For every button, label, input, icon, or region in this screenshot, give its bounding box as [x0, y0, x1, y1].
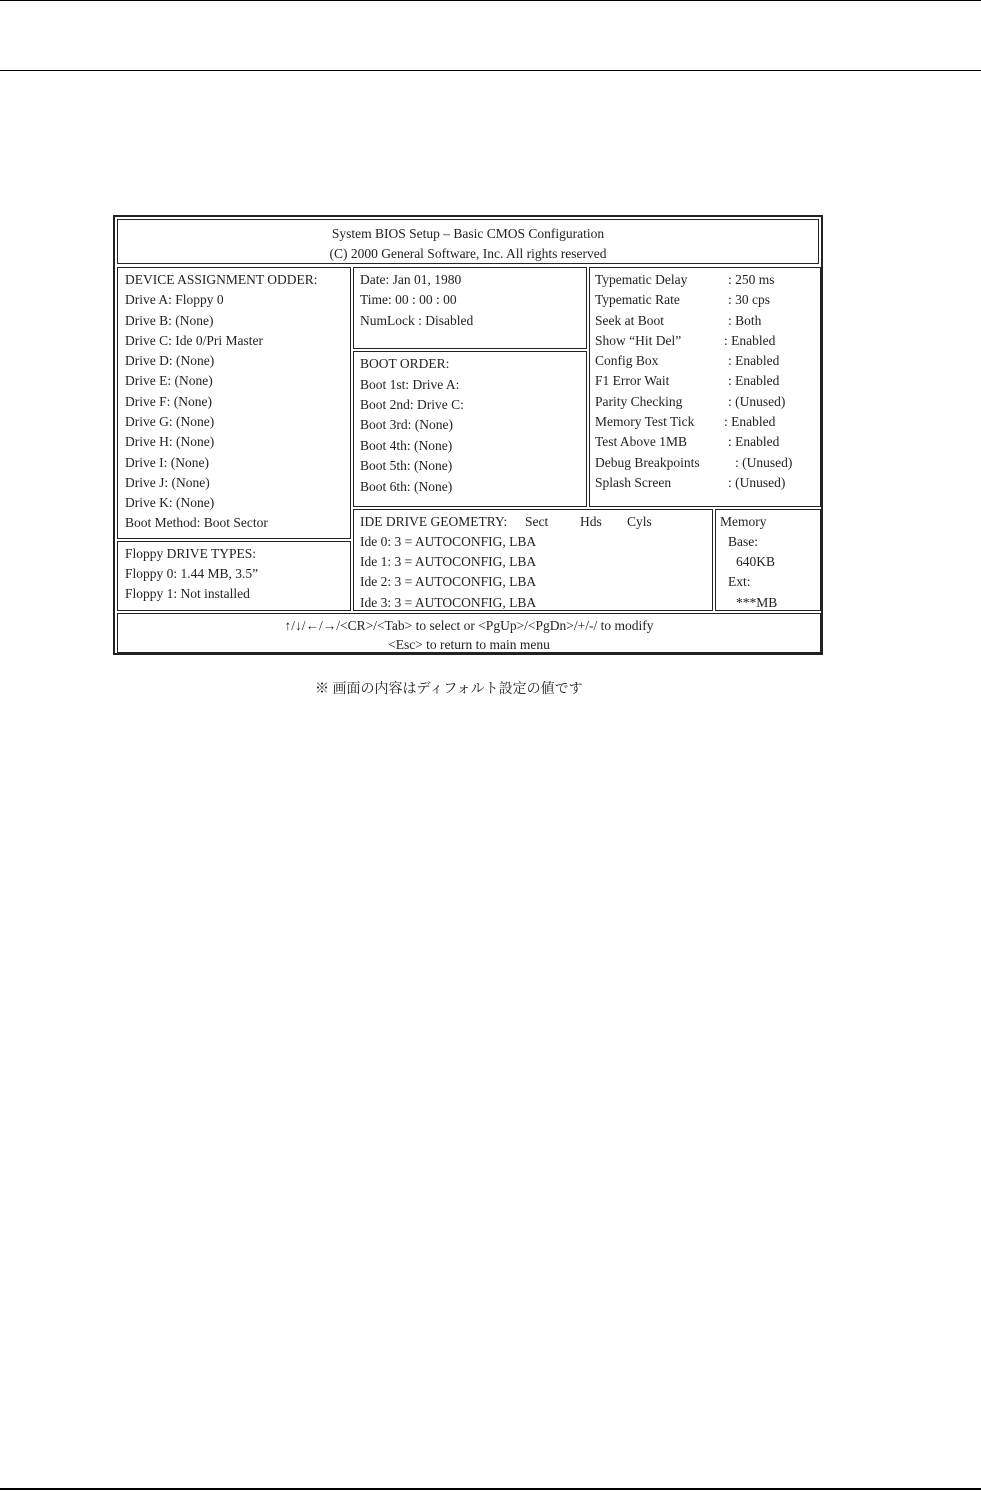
time-field[interactable]: Time: 00 : 00 : 00 — [360, 292, 457, 307]
drive-c[interactable]: Drive C: Ide 0/Pri Master — [125, 333, 263, 348]
ide-1[interactable]: Ide 1: 3 = AUTOCONFIG, LBA — [360, 554, 537, 569]
caption-note: ※ 画面の内容はディフォルト設定の値です — [315, 682, 583, 697]
datetime-panel — [353, 267, 587, 349]
ide-col-sect: Sect — [525, 514, 549, 529]
option-label: Parity Checking — [595, 394, 683, 409]
bios-setup-screen — [113, 215, 823, 655]
memory-ext-value: ***MB — [736, 595, 778, 610]
option-value[interactable]: : 30 cps — [728, 292, 770, 307]
option-label: F1 Error Wait — [595, 373, 670, 388]
boot-order-panel — [353, 351, 587, 507]
option-value[interactable]: : Enabled — [724, 333, 776, 348]
option-value[interactable]: : (Unused) — [728, 394, 786, 409]
drive-a[interactable]: Drive A: Floppy 0 — [125, 292, 224, 307]
help-line-2: <Esc> to return to main menu — [388, 637, 550, 652]
copyright: (C) 2000 General Software, Inc. All rights reserved — [329, 246, 607, 261]
drive-h[interactable]: Drive H: (None) — [125, 434, 215, 449]
memory-panel — [715, 509, 821, 611]
bios-title: System BIOS Setup – Basic CMOS Configuration — [331, 226, 605, 241]
drive-g[interactable]: Drive G: (None) — [125, 414, 215, 429]
help-line-1: ↑/↓/←/→/<CR>/<Tab> to select or <PgUp>/<PgDn>/+/-/ to modify — [284, 618, 654, 633]
option-value[interactable]: : (Unused) — [735, 455, 793, 470]
options-panel — [589, 267, 821, 507]
boot-6th[interactable]: Boot 6th: (None) — [360, 479, 453, 494]
device-heading: DEVICE ASSIGNMENT ODDER: — [125, 272, 318, 287]
header-rule — [0, 70, 981, 71]
option-value[interactable]: : Enabled — [728, 434, 780, 449]
boot-4th[interactable]: Boot 4th: (None) — [360, 438, 453, 453]
ide-heading: IDE DRIVE GEOMETRY: — [360, 514, 508, 529]
memory-base-label: Base: — [728, 534, 758, 549]
boot-1st[interactable]: Boot 1st: Drive A: — [360, 377, 460, 392]
ide-geometry-panel — [353, 509, 713, 611]
ide-2[interactable]: Ide 2: 3 = AUTOCONFIG, LBA — [360, 574, 537, 589]
option-label: Config Box — [595, 353, 659, 368]
drive-j[interactable]: Drive J: (None) — [125, 475, 210, 490]
floppy-heading: Floppy DRIVE TYPES: — [125, 546, 257, 561]
memory-heading: Memory — [720, 514, 767, 529]
drive-f[interactable]: Drive F: (None) — [125, 394, 212, 409]
floppy-panel — [117, 541, 351, 611]
device-assignment-panel — [117, 267, 351, 539]
option-label: Seek at Boot — [595, 313, 664, 328]
bottom-rule — [0, 1488, 981, 1490]
ide-0[interactable]: Ide 0: 3 = AUTOCONFIG, LBA — [360, 534, 537, 549]
date-field[interactable]: Date: Jan 01, 1980 — [360, 272, 462, 287]
numlock-field[interactable]: NumLock : Disabled — [360, 313, 474, 328]
option-label: Splash Screen — [595, 475, 672, 490]
boot-method[interactable]: Boot Method: Boot Sector — [125, 515, 268, 530]
drive-k[interactable]: Drive K: (None) — [125, 495, 215, 510]
option-value[interactable]: : (Unused) — [728, 475, 786, 490]
memory-ext-label: Ext: — [728, 574, 751, 589]
option-value[interactable]: : 250 ms — [728, 272, 775, 287]
boot-5th[interactable]: Boot 5th: (None) — [360, 458, 453, 473]
boot-2nd[interactable]: Boot 2nd: Drive C: — [360, 397, 464, 412]
option-label: Test Above 1MB — [595, 434, 688, 449]
option-label: Show “Hit Del” — [595, 333, 682, 348]
option-label: Memory Test Tick — [595, 414, 695, 429]
boot-order-heading: BOOT ORDER: — [360, 356, 450, 371]
option-label: Debug Breakpoints — [595, 455, 700, 470]
memory-base-value: 640KB — [736, 554, 776, 569]
drive-i[interactable]: Drive I: (None) — [125, 455, 209, 470]
title-box — [117, 219, 819, 264]
option-label: Typematic Rate — [595, 292, 680, 307]
ide-col-hds: Hds — [580, 514, 602, 529]
ide-col-cyls: Cyls — [627, 514, 652, 529]
help-bar — [117, 613, 821, 653]
boot-3rd[interactable]: Boot 3rd: (None) — [360, 417, 453, 432]
floppy-0[interactable]: Floppy 0: 1.44 MB, 3.5” — [125, 566, 259, 581]
option-value[interactable]: : Enabled — [728, 353, 780, 368]
option-value[interactable]: : Enabled — [728, 373, 780, 388]
top-rule — [0, 0, 981, 1]
ide-3[interactable]: Ide 3: 3 = AUTOCONFIG, LBA — [360, 595, 537, 610]
drive-b[interactable]: Drive B: (None) — [125, 313, 214, 328]
option-value[interactable]: : Enabled — [724, 414, 776, 429]
floppy-1[interactable]: Floppy 1: Not installed — [125, 586, 250, 601]
option-label: Typematic Delay — [595, 272, 688, 287]
drive-e[interactable]: Drive E: (None) — [125, 373, 213, 388]
option-value[interactable]: : Both — [728, 313, 762, 328]
drive-d[interactable]: Drive D: (None) — [125, 353, 215, 368]
